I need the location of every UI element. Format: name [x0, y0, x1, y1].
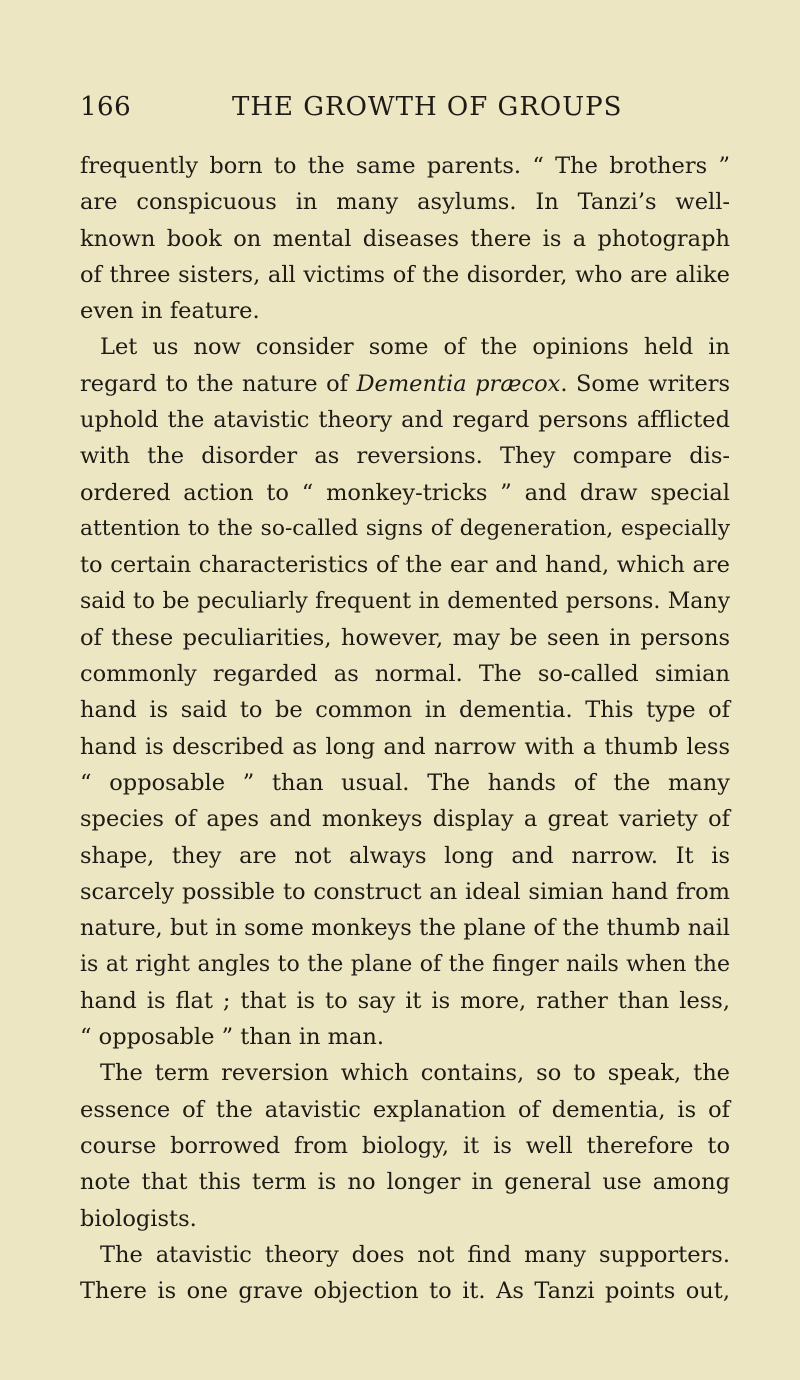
text-line: “ opposable ” than usual. The hands of the many — [80, 770, 730, 797]
text-line: hand is said to be common in dementia. This type of — [80, 697, 730, 724]
text-line: uphold the atavistic theory and regard persons afflicted — [80, 407, 730, 434]
text-line: are conspicuous in many asylums. In Tanzi’s well- — [80, 189, 730, 216]
text-line: to certain characteristics of the ear and hand, which are — [80, 552, 730, 579]
text-line: species of apes and monkeys display a great variety of — [80, 806, 730, 833]
text-line: regard to the nature of Dementia præcox. Some writers — [80, 370, 730, 397]
text-line: essence of the atavistic explanation of dementia, is of — [80, 1096, 730, 1123]
text-line: nature, but in some monkeys the plane of the thumb nail — [80, 915, 730, 942]
page-header — [80, 92, 730, 126]
text-line: is at right angles to the plane of the finger nails when the — [80, 951, 730, 977]
text-line: of three sisters, all victims of the disorder, who are alike — [80, 261, 730, 288]
text-line: known book on mental diseases there is a photograph — [80, 225, 730, 252]
text-line: There is one grave objection to it. As Tanzi points out, — [80, 1278, 730, 1305]
text-line: The atavistic theory does not find many supporters. — [100, 1241, 730, 1268]
text-line: The term reversion which contains, so to speak, the — [100, 1060, 730, 1087]
text-line: commonly regarded as normal. The so-called simian — [80, 661, 730, 688]
italic-term: Dementia præcox — [356, 370, 561, 397]
text-line: note that this term is no longer in general use among — [80, 1169, 730, 1196]
text-line: shape, they are not always long and narrow. It is — [80, 842, 730, 869]
text-line: scarcely possible to construct an ideal simian hand from — [80, 878, 730, 905]
text-line: even in feature. — [80, 298, 260, 325]
text-line: said to be peculiarly frequent in demented persons. Many — [80, 588, 730, 614]
body-text — [80, 148, 730, 1310]
text-line: attention to the so-called signs of degeneration, especially — [80, 515, 730, 541]
text-line: of these peculiarities, however, may be seen in persons — [80, 624, 730, 651]
text-line: course borrowed from biology, it is well therefore to — [80, 1133, 730, 1160]
text-line: with the disorder as reversions. They compare dis- — [80, 443, 730, 470]
text-line: Let us now consider some of the opinions held in — [100, 334, 730, 361]
text-line: “ opposable ” than in man. — [80, 1024, 385, 1051]
text-line: hand is flat ; that is to say it is more, rather than less, — [80, 987, 730, 1014]
text-line: hand is described as long and narrow with a thumb less — [80, 733, 730, 760]
text-line: biologists. — [80, 1205, 197, 1232]
text-line: frequently born to the same parents. “ The brothers ” — [80, 153, 730, 179]
page-number: 166 — [80, 92, 132, 122]
text-line: ordered action to “ monkey-tricks ” and draw special — [80, 479, 730, 506]
running-head: THE GROWTH OF GROUPS — [232, 92, 623, 122]
